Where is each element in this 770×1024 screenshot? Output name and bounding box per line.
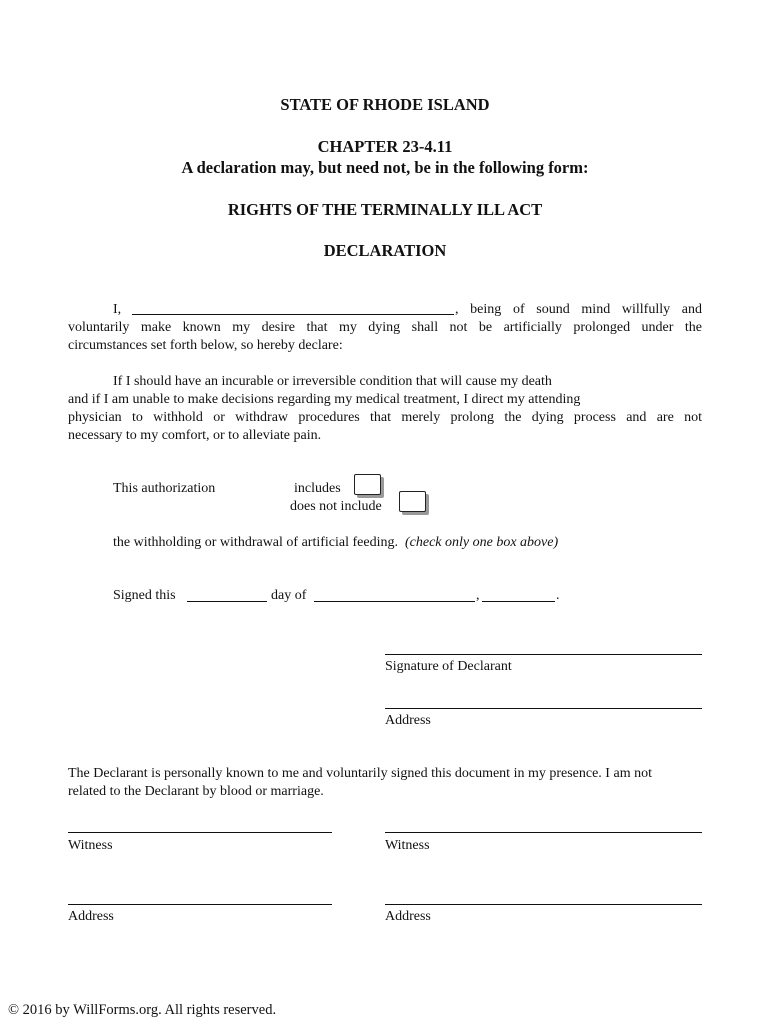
witness-left-signature-line[interactable] xyxy=(68,832,332,833)
declarant-signature-line[interactable] xyxy=(385,654,702,655)
witness-right-signature-line[interactable] xyxy=(385,832,702,833)
comma-text: , xyxy=(476,588,480,603)
declaration-title: DECLARATION xyxy=(323,241,447,260)
witness-statement-line2: related to the Declarant by blood or marriage. xyxy=(68,784,324,799)
state-heading: STATE OF RHODE ISLAND xyxy=(280,95,490,114)
witness-right-label: Witness xyxy=(385,838,430,853)
para2-line2: and if I am unable to make decisions regarding my medical treatment, I direct my attending xyxy=(68,392,581,407)
act-heading: RIGHTS OF THE TERMINALLY ILL ACT xyxy=(227,200,543,219)
includes-checkbox[interactable] xyxy=(354,474,381,495)
witness-right-address-label: Address xyxy=(385,909,431,924)
signature-of-declarant-label: Signature of Declarant xyxy=(385,659,512,674)
does-not-include-label: does not include xyxy=(290,499,382,514)
witness-left-label: Witness xyxy=(68,838,113,853)
includes-label: includes xyxy=(294,481,341,496)
declarant-name-field[interactable] xyxy=(132,314,454,315)
does-not-include-checkbox[interactable] xyxy=(399,491,426,512)
period-text: . xyxy=(556,588,560,603)
para1-line3: circumstances set forth below, so hereby declare: xyxy=(68,338,343,353)
check-note: (check only one box above) xyxy=(404,535,559,550)
signed-year-field[interactable] xyxy=(482,601,555,602)
feeding-statement: the withholding or withdrawal of artificial feeding. xyxy=(113,535,398,550)
witness-right-address-line[interactable] xyxy=(385,904,702,905)
signed-this-label: Signed this xyxy=(113,588,176,603)
signed-month-field[interactable] xyxy=(314,601,475,602)
para2-line3: physician to withhold or withdraw procedures that merely prolong the dying process and are not xyxy=(68,410,702,425)
declarant-address-label: Address xyxy=(385,713,431,728)
para2-line1: If I should have an incurable or irreversible condition that will cause my death xyxy=(113,374,552,389)
declarant-address-line[interactable] xyxy=(385,708,702,709)
signed-day-field[interactable] xyxy=(187,601,267,602)
witness-statement-line1: The Declarant is personally known to me and voluntarily signed this document in my presence. I am not xyxy=(68,766,652,781)
declarant-intro: I, xyxy=(113,302,122,317)
authorization-label: This authorization xyxy=(113,481,216,496)
chapter-heading: CHAPTER 23-4.11 xyxy=(317,137,453,156)
day-of-label: day of xyxy=(271,588,307,603)
para2-line4: necessary to my comfort, or to alleviate pain. xyxy=(68,428,322,443)
para1-line2: voluntarily make known my desire that my dying shall not be artificially prolonged under the xyxy=(68,320,702,335)
feeding-text xyxy=(113,535,558,551)
form-subtitle: A declaration may, but need not, be in the following form: xyxy=(181,158,589,177)
copyright-footer: © 2016 by WillForms.org. All rights reserved. xyxy=(8,1002,277,1018)
witness-left-address-label: Address xyxy=(68,909,114,924)
para1-line1-end: , being of sound mind willfully and xyxy=(455,302,702,317)
witness-left-address-line[interactable] xyxy=(68,904,332,905)
